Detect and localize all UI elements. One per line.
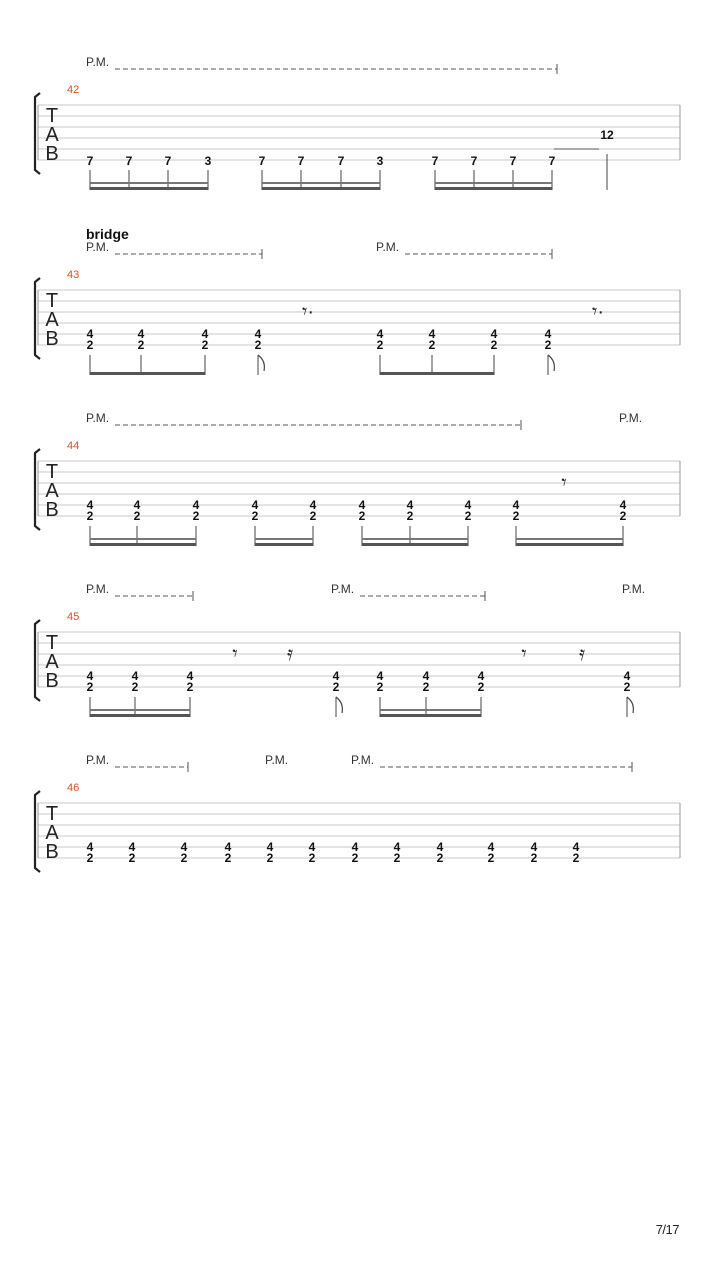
palm-mute-label: P.M. bbox=[86, 55, 110, 69]
fret-number: 2 bbox=[266, 851, 274, 865]
tab-note bbox=[478, 669, 485, 694]
tab-clef-letter: A bbox=[45, 124, 59, 146]
section-label: bridge bbox=[86, 226, 129, 242]
tab-note bbox=[352, 840, 359, 865]
note-beam bbox=[380, 372, 494, 375]
fret-number: 2 bbox=[201, 338, 209, 352]
palm-mute-label: P.M. bbox=[86, 411, 110, 425]
tab-system-46 bbox=[35, 753, 680, 872]
tab-note bbox=[255, 327, 262, 352]
fret-number: 2 bbox=[309, 509, 317, 523]
tab-system-43 bbox=[35, 226, 680, 375]
palm-mute-label: P.M. bbox=[86, 240, 110, 254]
note-beam bbox=[435, 187, 552, 190]
fret-number: 2 bbox=[332, 680, 340, 694]
fret-number: 2 bbox=[619, 509, 627, 523]
tab-clef-letter: T bbox=[45, 461, 59, 483]
fret-number: 4 bbox=[490, 327, 498, 341]
fret-number: 2 bbox=[623, 680, 631, 694]
fret-number: 4 bbox=[131, 669, 139, 683]
fret-number: 4 bbox=[623, 669, 631, 683]
tab-note bbox=[87, 498, 94, 523]
fret-number: 4 bbox=[186, 669, 194, 683]
rest-symbol: 𝄿 bbox=[578, 643, 586, 665]
tab-note bbox=[134, 498, 141, 523]
tab-note bbox=[126, 154, 133, 168]
fret-number: 2 bbox=[393, 851, 401, 865]
fret-number: 2 bbox=[308, 851, 316, 865]
fret-number: 7 bbox=[509, 154, 517, 168]
fret-number: 4 bbox=[86, 669, 94, 683]
tab-note bbox=[259, 154, 266, 168]
fret-number: 2 bbox=[464, 509, 472, 523]
note-beam bbox=[380, 714, 481, 717]
fret-number: 7 bbox=[86, 154, 94, 168]
tab-note bbox=[205, 154, 212, 168]
tab-note bbox=[437, 840, 444, 865]
fret-number: 2 bbox=[487, 851, 495, 865]
palm-mute-label: P.M. bbox=[622, 582, 646, 596]
fret-number: 7 bbox=[431, 154, 439, 168]
tab-note bbox=[488, 840, 495, 865]
tab-note bbox=[513, 498, 520, 523]
fret-number: 12 bbox=[600, 128, 614, 142]
fret-number: 4 bbox=[477, 669, 485, 683]
fret-number: 2 bbox=[436, 851, 444, 865]
fret-number: 7 bbox=[548, 154, 556, 168]
fret-number: 3 bbox=[376, 154, 384, 168]
fret-number: 4 bbox=[619, 498, 627, 512]
tab-note bbox=[394, 840, 401, 865]
fret-number: 4 bbox=[512, 498, 520, 512]
fret-number: 2 bbox=[376, 338, 384, 352]
tab-note bbox=[132, 669, 139, 694]
tab-system-42 bbox=[35, 55, 680, 190]
palm-mute-label: P.M. bbox=[376, 240, 400, 254]
tab-note bbox=[310, 498, 317, 523]
tab-note bbox=[377, 327, 384, 352]
fret-number: 2 bbox=[422, 680, 430, 694]
fret-number: 4 bbox=[428, 327, 436, 341]
tab-note bbox=[298, 154, 305, 168]
fret-number: 4 bbox=[251, 498, 259, 512]
note-beam-secondary bbox=[362, 538, 468, 540]
fret-number: 2 bbox=[186, 680, 194, 694]
note-beam-secondary bbox=[90, 709, 190, 711]
tab-note bbox=[407, 498, 414, 523]
fret-number: 2 bbox=[490, 338, 498, 352]
fret-number: 2 bbox=[351, 851, 359, 865]
fret-number: 4 bbox=[137, 327, 145, 341]
fret-number: 2 bbox=[128, 851, 136, 865]
fret-number: 2 bbox=[131, 680, 139, 694]
tab-clef-letter: B bbox=[45, 841, 59, 863]
fret-number: 2 bbox=[192, 509, 200, 523]
palm-mute-label: P.M. bbox=[86, 582, 110, 596]
tab-note bbox=[181, 840, 188, 865]
note-beam bbox=[255, 543, 313, 546]
fret-number: 2 bbox=[512, 509, 520, 523]
fret-number: 4 bbox=[544, 327, 552, 341]
fret-number: 7 bbox=[337, 154, 345, 168]
fret-number: 4 bbox=[351, 840, 359, 854]
fret-number: 7 bbox=[258, 154, 266, 168]
fret-number: 4 bbox=[86, 840, 94, 854]
tab-note bbox=[87, 154, 94, 168]
fret-number: 2 bbox=[572, 851, 580, 865]
tab-note bbox=[309, 840, 316, 865]
fret-number: 4 bbox=[254, 327, 262, 341]
note-flag bbox=[627, 697, 633, 713]
fret-number: 2 bbox=[530, 851, 538, 865]
tab-note bbox=[338, 154, 345, 168]
rest-symbol: 𝄾 bbox=[561, 472, 567, 494]
note-beam bbox=[262, 187, 380, 190]
fret-number: 4 bbox=[86, 327, 94, 341]
tab-note bbox=[624, 669, 631, 694]
fret-number: 2 bbox=[86, 680, 94, 694]
fret-number: 4 bbox=[308, 840, 316, 854]
page-number: 7/17 bbox=[655, 1222, 679, 1237]
tab-clef-letter: A bbox=[45, 822, 59, 844]
note-beam-secondary bbox=[90, 182, 208, 184]
note-beam bbox=[90, 543, 196, 546]
tab-note bbox=[377, 154, 384, 168]
fret-number: 7 bbox=[164, 154, 172, 168]
fret-number: 4 bbox=[572, 840, 580, 854]
tab-note bbox=[432, 154, 439, 168]
palm-mute-label: P.M. bbox=[331, 582, 355, 596]
fret-number: 4 bbox=[266, 840, 274, 854]
palm-mute-label: P.M. bbox=[86, 753, 110, 767]
note-beam bbox=[516, 543, 623, 546]
tab-note bbox=[129, 840, 136, 865]
tab-note bbox=[87, 840, 94, 865]
note-beam-secondary bbox=[516, 538, 623, 540]
tab-note bbox=[87, 327, 94, 352]
fret-number: 2 bbox=[428, 338, 436, 352]
tab-note bbox=[600, 128, 614, 142]
fret-number: 7 bbox=[125, 154, 133, 168]
fret-number: 2 bbox=[406, 509, 414, 523]
palm-mute-label: P.M. bbox=[619, 411, 643, 425]
tab-clef-letter: A bbox=[45, 480, 59, 502]
note-beam bbox=[362, 543, 468, 546]
fret-number: 4 bbox=[128, 840, 136, 854]
fret-number: 2 bbox=[224, 851, 232, 865]
fret-number: 2 bbox=[86, 851, 94, 865]
fret-number: 4 bbox=[358, 498, 366, 512]
tab-clef-letter: A bbox=[45, 651, 59, 673]
measure-number: 46 bbox=[67, 782, 80, 794]
tab-note bbox=[252, 498, 259, 523]
tab-note bbox=[225, 840, 232, 865]
tab-note bbox=[531, 840, 538, 865]
fret-number: 7 bbox=[297, 154, 305, 168]
tab-clef-letter: T bbox=[45, 632, 59, 654]
fret-number: 4 bbox=[406, 498, 414, 512]
palm-mute-label: P.M. bbox=[265, 753, 289, 767]
note-beam-secondary bbox=[90, 538, 196, 540]
fret-number: 3 bbox=[204, 154, 212, 168]
fret-number: 2 bbox=[376, 680, 384, 694]
tab-note bbox=[165, 154, 172, 168]
measure-number: 42 bbox=[67, 84, 80, 96]
fret-number: 4 bbox=[192, 498, 200, 512]
note-beam bbox=[90, 187, 208, 190]
fret-number: 4 bbox=[133, 498, 141, 512]
tab-note bbox=[333, 669, 340, 694]
note-flag bbox=[548, 355, 554, 371]
rest-symbol: 𝄿 bbox=[286, 643, 294, 665]
fret-number: 2 bbox=[544, 338, 552, 352]
measure-number: 43 bbox=[67, 269, 80, 281]
tab-note bbox=[377, 669, 384, 694]
tab-note bbox=[267, 840, 274, 865]
tab-note bbox=[87, 669, 94, 694]
tab-clef-letter: B bbox=[45, 499, 59, 521]
fret-number: 2 bbox=[477, 680, 485, 694]
fret-number: 4 bbox=[332, 669, 340, 683]
tab-note bbox=[465, 498, 472, 523]
fret-number: 4 bbox=[376, 327, 384, 341]
fret-number: 2 bbox=[133, 509, 141, 523]
tab-note bbox=[620, 498, 627, 523]
tab-note bbox=[545, 327, 552, 352]
note-flag bbox=[258, 355, 264, 371]
tab-clef-letter: B bbox=[45, 143, 59, 165]
tab-note bbox=[202, 327, 209, 352]
fret-number: 4 bbox=[487, 840, 495, 854]
fret-number: 4 bbox=[201, 327, 209, 341]
tab-note bbox=[549, 154, 556, 168]
tab-note bbox=[573, 840, 580, 865]
tab-clef-letter: T bbox=[45, 105, 59, 127]
fret-number: 4 bbox=[86, 498, 94, 512]
measure-number: 45 bbox=[67, 611, 80, 623]
note-flag bbox=[336, 697, 342, 713]
tab-system-44 bbox=[35, 411, 680, 546]
rest-symbol: 𝄾 bbox=[521, 643, 527, 665]
fret-number: 4 bbox=[309, 498, 317, 512]
tab-clef-letter: T bbox=[45, 803, 59, 825]
note-beam-secondary bbox=[262, 182, 380, 184]
fret-number: 2 bbox=[254, 338, 262, 352]
note-beam bbox=[90, 372, 205, 375]
tab-clef-letter: A bbox=[45, 309, 59, 331]
tab-note bbox=[138, 327, 145, 352]
rest-symbol: 𝄾 bbox=[232, 643, 238, 665]
fret-number: 7 bbox=[470, 154, 478, 168]
tab-clef-letter: B bbox=[45, 670, 59, 692]
tab-note bbox=[359, 498, 366, 523]
fret-number: 4 bbox=[422, 669, 430, 683]
tab-clef-letter: T bbox=[45, 290, 59, 312]
fret-number: 4 bbox=[464, 498, 472, 512]
tab-system-45 bbox=[35, 582, 680, 717]
tab-note bbox=[429, 327, 436, 352]
measure-number: 44 bbox=[67, 440, 80, 452]
palm-mute-label: P.M. bbox=[351, 753, 375, 767]
tab-note bbox=[471, 154, 478, 168]
fret-number: 2 bbox=[180, 851, 188, 865]
fret-number: 4 bbox=[224, 840, 232, 854]
rest-symbol: 𝄾· bbox=[592, 301, 604, 323]
fret-number: 4 bbox=[376, 669, 384, 683]
fret-number: 2 bbox=[251, 509, 259, 523]
fret-number: 4 bbox=[436, 840, 444, 854]
tab-note bbox=[187, 669, 194, 694]
tab-note bbox=[193, 498, 200, 523]
rest-symbol: 𝄾· bbox=[302, 301, 314, 323]
note-beam-secondary bbox=[380, 709, 481, 711]
fret-number: 4 bbox=[393, 840, 401, 854]
tab-note bbox=[423, 669, 430, 694]
note-beam-secondary bbox=[435, 182, 552, 184]
fret-number: 2 bbox=[358, 509, 366, 523]
fret-number: 2 bbox=[137, 338, 145, 352]
note-beam bbox=[90, 714, 190, 717]
tab-clef-letter: B bbox=[45, 328, 59, 350]
fret-number: 2 bbox=[86, 509, 94, 523]
note-beam-secondary bbox=[255, 538, 313, 540]
fret-number: 4 bbox=[180, 840, 188, 854]
fret-number: 2 bbox=[86, 338, 94, 352]
fret-number: 4 bbox=[530, 840, 538, 854]
tab-note bbox=[510, 154, 517, 168]
tab-note bbox=[491, 327, 498, 352]
